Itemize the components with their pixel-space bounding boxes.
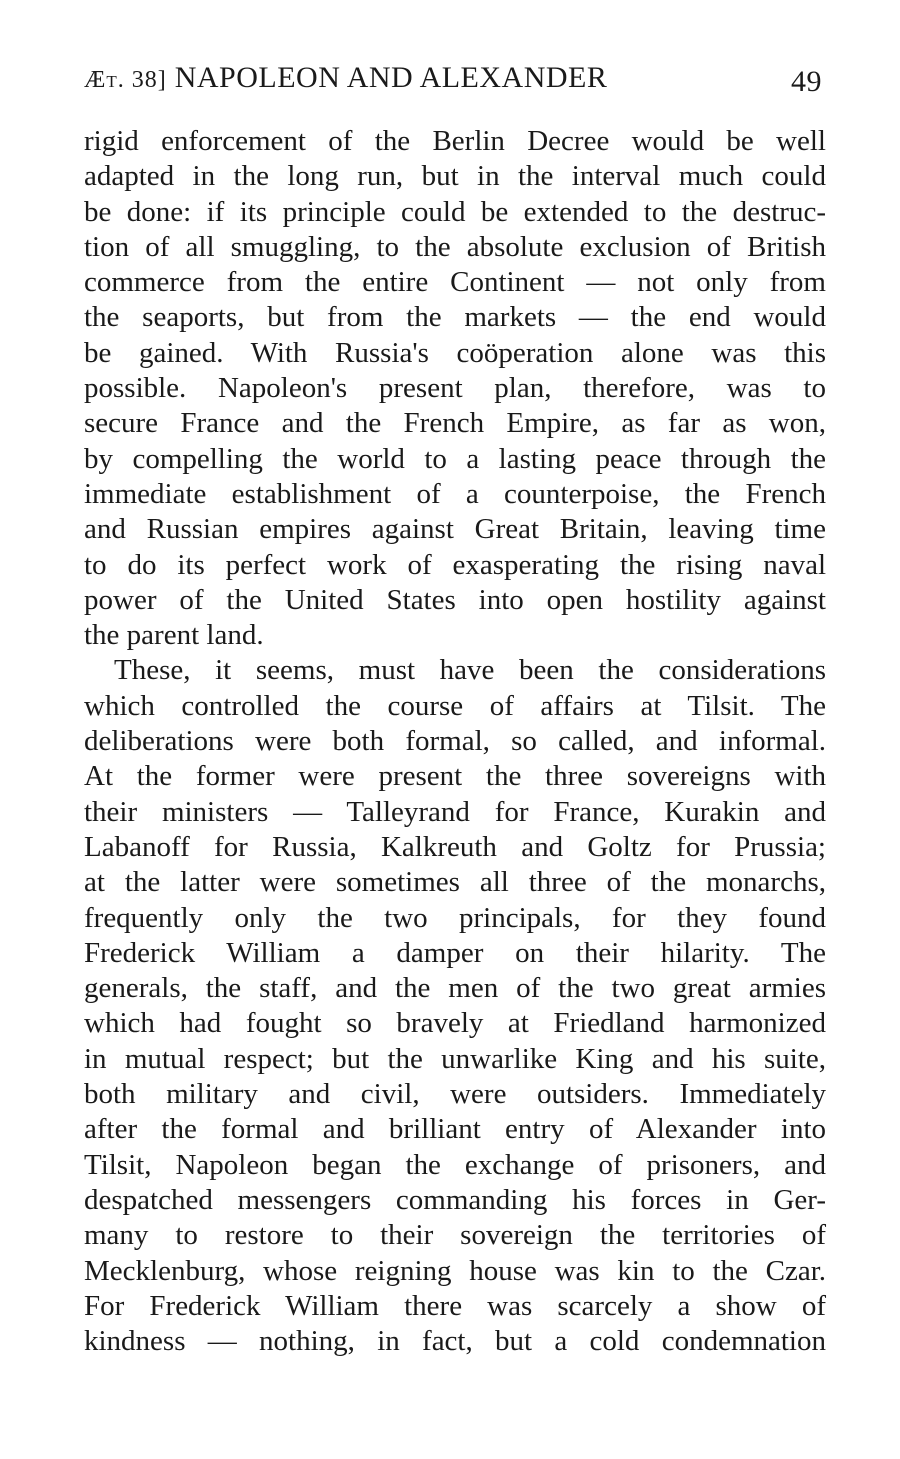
text-line: both military and civil, were outsiders. Immediately bbox=[84, 1078, 826, 1111]
paragraph-1 bbox=[84, 124, 826, 653]
text-line: the parent land. bbox=[84, 619, 264, 652]
text-line: generals, the staff, and the men of the two great armies bbox=[84, 972, 826, 1005]
text-line: Tilsit, Napoleon began the exchange of prisoners, and bbox=[84, 1148, 826, 1181]
text-line: many to restore to their sovereign the territories of bbox=[84, 1219, 826, 1252]
running-head bbox=[84, 58, 824, 98]
text-line: tion of all smuggling, to the absolute exclusion of British bbox=[84, 230, 826, 263]
text-line: at the latter were sometimes all three of the monarchs, bbox=[84, 866, 826, 899]
text-line: rigid enforcement of the Berlin Decree would be well bbox=[84, 125, 826, 157]
text-line: be gained. With Russia's coöperation alone was this bbox=[84, 336, 826, 369]
text-line: These, it seems, must have been the considerations bbox=[114, 654, 826, 687]
text-line: which controlled the course of affairs at Tilsit. The bbox=[84, 689, 826, 722]
text-line: Frederick William a damper on their hilarity. The bbox=[84, 936, 826, 969]
text-line: their ministers — Talleyrand for France, Kurakin and bbox=[84, 795, 826, 828]
text-line: deliberations were both formal, so called, and informal. bbox=[84, 725, 826, 758]
text-line: secure France and the French Empire, as far as won, bbox=[84, 407, 826, 440]
body-text bbox=[84, 124, 826, 1359]
running-head-title: NAPOLEON AND ALEXANDER bbox=[174, 61, 608, 94]
text-line: after the formal and brilliant entry of Alexander into bbox=[84, 1113, 826, 1146]
text-line: For Frederick William there was scarcely a show of bbox=[84, 1289, 826, 1322]
page-number: 49 bbox=[791, 65, 822, 98]
text-line: immediate establishment of a counterpoise, the French bbox=[84, 477, 826, 510]
text-line: Labanoff for Russia, Kalkreuth and Goltz for Prussia; bbox=[84, 830, 826, 863]
age-marker: Æt. 38] bbox=[84, 67, 167, 93]
text-line: frequently only the two principals, for they found bbox=[84, 901, 826, 934]
text-line: adapted in the long run, but in the interval much could bbox=[84, 160, 826, 193]
text-line: to do its perfect work of exasperating the rising naval bbox=[84, 548, 826, 581]
text-line: commerce from the entire Continent — not only from bbox=[84, 266, 826, 299]
text-line: be done: if its principle could be extended to the destruc- bbox=[84, 195, 826, 228]
text-line: possible. Napoleon's present plan, therefore, was to bbox=[84, 372, 826, 405]
text-line: which had fought so bravely at Friedland harmonized bbox=[84, 1007, 826, 1040]
text-line: kindness — nothing, in fact, but a cold condemnation bbox=[84, 1325, 826, 1358]
text-line: At the former were present the three sovereigns with bbox=[84, 760, 826, 793]
text-line: the seaports, but from the markets — the end would bbox=[84, 301, 826, 334]
text-line: and Russian empires against Great Britain, leaving time bbox=[84, 513, 826, 546]
text-line: in mutual respect; but the unwarlike King and his suite, bbox=[84, 1042, 826, 1075]
running-head-left bbox=[84, 58, 607, 100]
paragraph-2 bbox=[84, 653, 826, 1359]
text-line: despatched messengers commanding his forces in Ger- bbox=[84, 1183, 826, 1216]
text-line: by compelling the world to a lasting peace through the bbox=[84, 442, 826, 475]
text-line: power of the United States into open hostility against bbox=[84, 583, 826, 616]
text-line: Mecklenburg, whose reigning house was kin to the Czar. bbox=[84, 1254, 826, 1287]
